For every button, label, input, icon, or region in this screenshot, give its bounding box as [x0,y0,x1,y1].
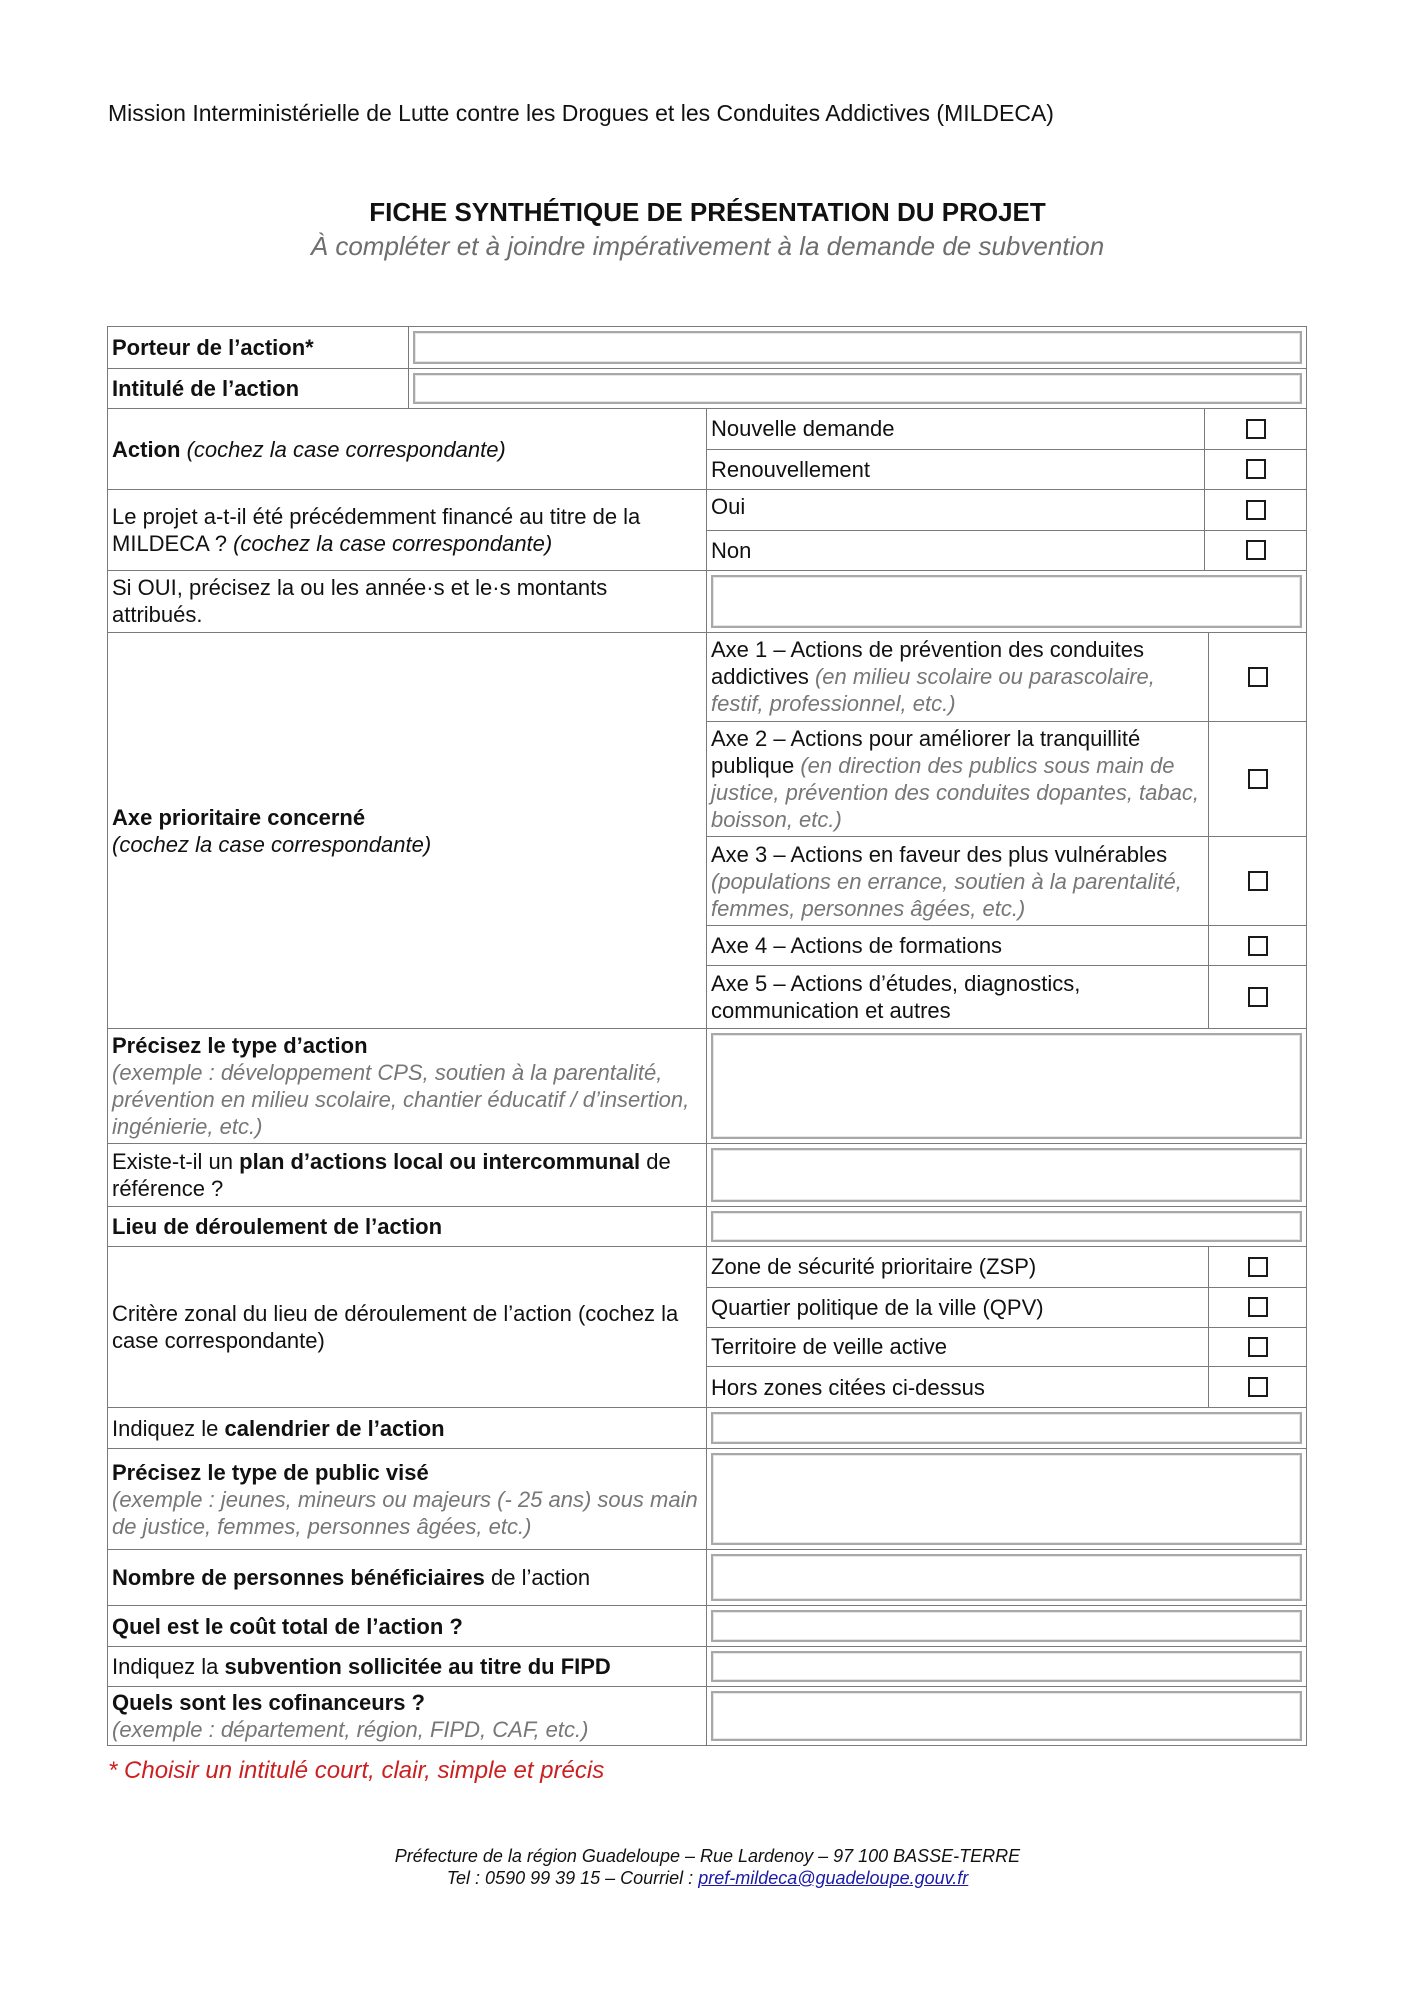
checkbox-axe-1[interactable] [1248,667,1268,687]
email-link[interactable]: pref-mildeca@guadeloupe.gouv.fr [698,1868,969,1888]
label-porteur: Porteur de l’action* [108,327,409,368]
label-cofinanceurs: Quels sont les cofinanceurs ? (exemple : département, région, FIPD, CAF, etc.) [108,1687,707,1745]
label-type-action: Précisez le type d’action (exemple : développement CPS, soutien à la parentalité, prévention en milieu scolaire, chantier éducatif / d’insertion, ingénierie, etc.) [108,1029,707,1143]
row-subvention [108,1646,1306,1686]
cout-input[interactable] [711,1610,1302,1642]
label-axe: Axe prioritaire concerné (cochez la case correspondante) [108,633,707,1028]
option-axe-2: Axe 2 – Actions pour améliorer la tranquillité publique (en direction des publics sous main de justice, prévention des conduites dopantes, tabac, boisson, etc.) [707,721,1306,837]
label-finance-precedent: Le projet a-t-il été précédemment financé au titre de la MILDECA ? (cochez la case correspondante) [108,490,707,570]
row-public [108,1448,1306,1549]
row-finance-precedent [108,489,1306,570]
label-lieu: Lieu de déroulement de l’action [108,1207,707,1246]
checkbox-nouvelle-demande[interactable] [1246,419,1266,439]
option-hors-zones: Hors zones citées ci-dessus [707,1366,1306,1407]
label-intitule: Intitulé de l’action [108,369,409,408]
row-intitule [108,368,1306,408]
row-plan-actions [108,1143,1306,1206]
option-veille-active: Territoire de veille active [707,1327,1306,1367]
row-beneficiaires [108,1549,1306,1605]
intitule-input[interactable] [413,373,1302,404]
row-cofinanceurs [108,1686,1306,1745]
footer-contact: Tel : 0590 99 39 15 – Courriel : pref-mildeca@guadeloupe.gouv.fr [446,1868,969,1888]
label-plan-actions: Existe-t-il un plan d’actions local ou intercommunal de référence ? [108,1144,707,1206]
row-si-oui [108,570,1306,632]
porteur-input[interactable] [413,331,1302,364]
option-renouvellement: Renouvellement [707,449,1306,490]
label-calendrier: Indiquez le calendrier de l’action [108,1408,707,1448]
footnote: * Choisir un intitulé court, clair, simple et précis [108,1757,605,1784]
option-axe-1: Axe 1 – Actions de prévention des conduites addictives (en milieu scolaire ou parascolaire, festif, professionnel, etc.) [707,633,1306,721]
option-axe-3: Axe 3 – Actions en faveur des plus vulnérables (populations en errance, soutien à la parentalité, femmes, personnes âgées, etc.) [707,836,1306,925]
row-porteur [108,327,1306,368]
checkbox-veille-active[interactable] [1248,1337,1268,1357]
lieu-input[interactable] [711,1211,1302,1242]
label-subvention: Indiquez la subvention sollicitée au titre du FIPD [108,1647,707,1686]
plan-actions-input[interactable] [711,1148,1302,1202]
page-subtitle: À compléter et à joindre impérativement à la demande de subvention [310,231,1105,261]
option-nouvelle-demande: Nouvelle demande [707,409,1306,449]
checkbox-non[interactable] [1246,540,1266,560]
checkbox-qpv[interactable] [1248,1297,1268,1317]
type-action-input[interactable] [711,1033,1302,1139]
row-type-action [108,1028,1306,1143]
checkbox-hors-zones[interactable] [1248,1377,1268,1397]
checkbox-zsp[interactable] [1248,1257,1268,1277]
checkbox-axe-4[interactable] [1248,936,1268,956]
row-calendrier [108,1407,1306,1448]
organization-header: Mission Interministérielle de Lutte contre les Drogues et les Conduites Addictives (MILDECA) [108,100,1054,126]
checkbox-axe-3[interactable] [1248,871,1268,891]
option-non: Non [707,530,1306,571]
label-public: Précisez le type de public visé (exemple : jeunes, mineurs ou majeurs (- 25 ans) sous main de justice, femmes, personnes âgées, etc.) [108,1449,707,1549]
si-oui-input[interactable] [711,575,1302,628]
label-action: Action (cochez la case correspondante) [108,409,707,489]
option-axe-4: Axe 4 – Actions de formations [707,925,1306,965]
option-zsp: Zone de sécurité prioritaire (ZSP) [707,1247,1306,1287]
public-input[interactable] [711,1453,1302,1545]
row-axe [108,632,1306,1028]
label-si-oui: Si OUI, précisez la ou les année·s et le·s montants attribués. [108,571,707,632]
beneficiaires-input[interactable] [711,1554,1302,1601]
subvention-input[interactable] [711,1651,1302,1682]
checkbox-oui[interactable] [1246,500,1266,520]
calendrier-input[interactable] [711,1412,1302,1444]
row-cout [108,1605,1306,1646]
checkbox-axe-2[interactable] [1248,769,1268,789]
footer-address: Préfecture de la région Guadeloupe – Rue Lardenoy – 97 100 BASSE-TERRE [394,1846,1021,1866]
label-cout: Quel est le coût total de l’action ? [108,1606,707,1646]
row-critere-zonal [108,1246,1306,1407]
option-axe-5: Axe 5 – Actions d’études, diagnostics, communication et autres [707,965,1306,1028]
label-critere-zonal: Critère zonal du lieu de déroulement de l’action (cochez la case correspondante) [108,1247,707,1407]
project-form [107,326,1307,1746]
checkbox-renouvellement[interactable] [1246,459,1266,479]
option-qpv: Quartier politique de la ville (QPV) [707,1287,1306,1327]
page-title: FICHE SYNTHÉTIQUE DE PRÉSENTATION DU PROJET [369,197,1046,227]
row-lieu [108,1206,1306,1246]
option-oui: Oui [707,490,1306,530]
cofinanceurs-input[interactable] [711,1691,1302,1741]
checkbox-axe-5[interactable] [1248,987,1268,1007]
label-beneficiaires: Nombre de personnes bénéficiaires de l’action [108,1550,707,1605]
row-action [108,408,1306,489]
page-footer [0,1845,1415,1889]
